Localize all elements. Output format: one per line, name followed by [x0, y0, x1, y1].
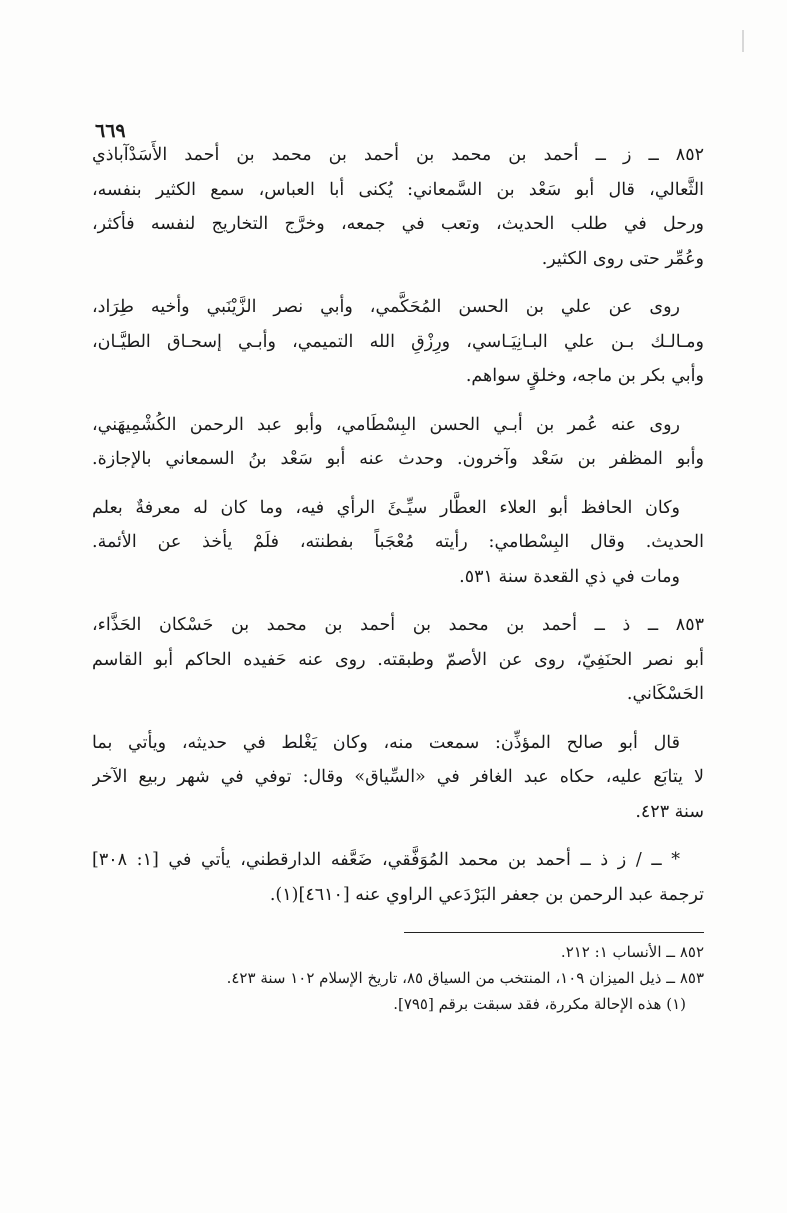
main-text: [92, 138, 704, 926]
entry-853: [92, 608, 704, 712]
text-line: الحَسْكَاني.: [626, 684, 704, 704]
footnotes: [100, 932, 704, 1017]
entry-852: [92, 138, 704, 276]
text-line: وأبو المظفر بن سَعْد وآخرون. وحدث عنه أبو سَعْد بنُ السمعاني بالإجازة.: [92, 449, 704, 469]
text-line: أبو نصر الحنَفِيّ، روى عن الأصمّ وطبقته. روى عنه حَفيده الحاكم أبو القاسم: [92, 649, 704, 670]
text-line: وكان الحافظ أبو العلاء العطَّار سيِّـئَ الرأي فيه، وما كان له معرفةٌ بعلم: [92, 497, 680, 518]
page-number: ٦٦٩: [95, 120, 126, 142]
paragraph-narrated-from: [92, 290, 704, 394]
text-line: ترجمة عبد الرحمن بن جعفر البَرْدَعي الراوي عنه [٤٦١٠](١).: [269, 884, 704, 905]
text-line: وأبي بكر بن ماجه، وخلقٍ سواهم.: [465, 366, 704, 386]
paragraph-opinion: [92, 491, 704, 595]
text-line: ومـالـك بـن علي البـانِيَـاسي، ورِزْقِ الله التميمي، وأبـي إسحـاق الطيَّـان،: [92, 331, 704, 352]
entry-cross-reference: [92, 843, 704, 912]
text-line: قال أبو صالح المؤذِّن: سمعت منه، وكان يَغْلط في حديثه، ويأتي بما: [92, 732, 680, 753]
text-line: الحديث. وقال البِسْطامي: رأيته مُعْجَباً بفطنته، فلَمْ يأخذ عن الأئمة.: [92, 532, 704, 552]
scan-artifact: [742, 30, 744, 52]
text-line: ٨٥٢ ــ ز ــ أحمد بن محمد بن أحمد بن محمد بن أحمد الأَسَدْآباذي: [92, 145, 704, 165]
text-line: ورحل في طلب الحديث، وتعب في جمعه، وخرَّج التخاريج لنفسه فأكثر،: [92, 214, 704, 234]
text-line: لا يتابَع عليه، حكاه عبد الغافر في «السِّياق» وقال: توفي في شهر ربيع الآخر: [92, 767, 704, 787]
text-line: ومات في ذي القعدة سنة ٥٣١.: [459, 566, 680, 587]
text-line: روى عنه عُمر بن أبـي الحسن البِسْطَامي، وأبو عبد الرحمن الكُشْمِيهَني،: [92, 414, 680, 435]
text-line: روى عن علي بن الحسن المُحَكَّمي، وأبي نصر الزَّيْنَبي وأخيه طِرَاد،: [92, 297, 680, 317]
footnote-separator: [404, 932, 704, 933]
text-line: سنة ٤٢٣.: [635, 801, 704, 822]
footnote-853: ٨٥٣ ــ ذيل الميزان ١٠٩، المنتخب من السياق ٨٥، تاريخ الإسلام ١٠٢ سنة ٤٢٣.: [226, 969, 704, 987]
text-line: * ــ / ز ذ ــ أحمد بن محمد المُوَفَّقي، ضَعَّفه الدارقطني، يأتي في [١: ٣٠٨]: [92, 850, 680, 870]
text-line: الثَّعالي، قال أبو سَعْد بن السَّمعاني: يُكنى أبا العباس، سمع الكثير بنفسه،: [92, 179, 704, 200]
footnote-1: (١) هذه الإحالة مكررة، فقد سبقت برقم [٧٩٥].: [393, 995, 686, 1013]
paragraph-narrated-by: [92, 408, 704, 477]
paragraph-abu-salih: [92, 726, 704, 830]
text-line: وعُمِّر حتى روى الكثير.: [541, 248, 704, 269]
footnote-852: ٨٥٢ ــ الأنساب ١: ٢١٢.: [560, 943, 704, 961]
text-line: ٨٥٣ ــ ذ ــ أحمد بن محمد بن أحمد بن محمد بن حَسْكان الحَذَّاء،: [92, 615, 704, 635]
